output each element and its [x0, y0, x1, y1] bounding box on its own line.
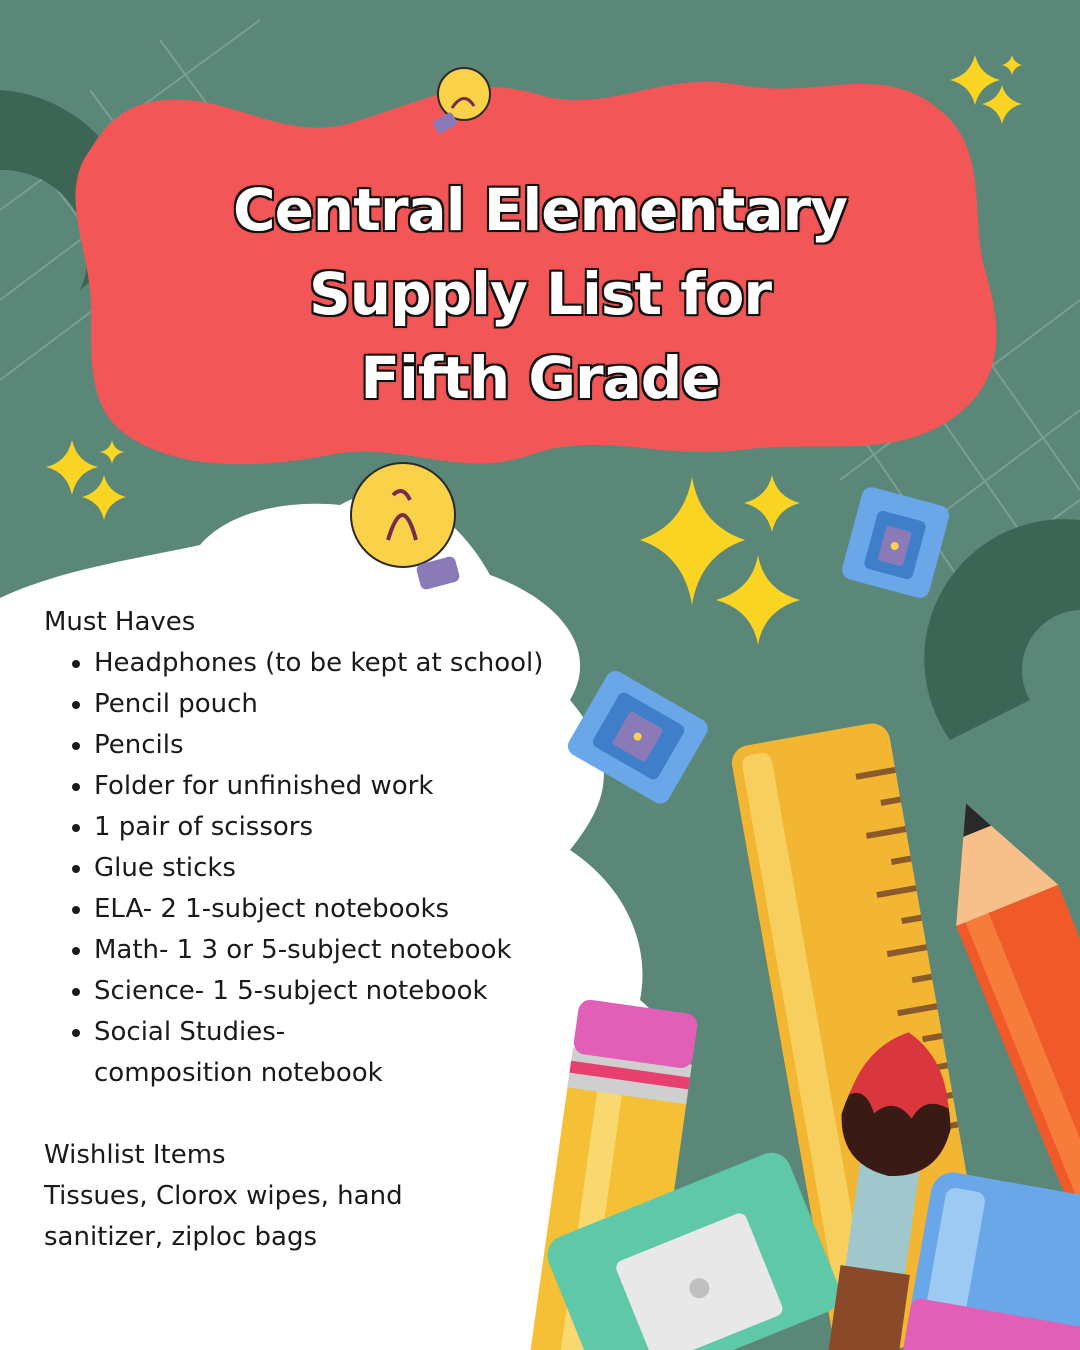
pencil-sharpener-icon	[840, 485, 952, 600]
list-item: • Folder for unfinished work	[94, 766, 584, 807]
list-item: • Pencils	[94, 725, 584, 766]
sparkle-icon	[46, 440, 126, 520]
title-line: Central Elementary	[233, 176, 847, 244]
supply-list-content	[44, 602, 584, 1258]
must-haves-list	[44, 643, 584, 1094]
page-title	[180, 168, 900, 420]
list-item: • Science- 1 5-subject notebook	[94, 971, 584, 1012]
list-item: • Math- 1 3 or 5-subject notebook	[94, 930, 584, 971]
list-item: • Social Studies- composition notebook	[94, 1012, 434, 1094]
sparkle-icon	[640, 475, 800, 645]
wishlist-heading: Wishlist Items	[44, 1140, 226, 1170]
list-item: • Headphones (to be kept at school)	[94, 643, 584, 684]
list-item: • ELA- 2 1-subject notebooks	[94, 889, 584, 930]
title-line: Fifth Grade	[360, 344, 720, 412]
list-item: • Glue sticks	[94, 848, 584, 889]
wishlist-text: Tissues, Clorox wipes, hand sanitizer, ziploc bags	[44, 1181, 403, 1252]
list-item: • 1 pair of scissors	[94, 807, 584, 848]
list-item: • Pencil pouch	[94, 684, 584, 725]
section-spacer	[44, 1094, 584, 1135]
arc-decoration-right	[924, 519, 1080, 740]
sparkle-icon	[950, 55, 1022, 124]
title-line: Supply List for	[309, 260, 771, 328]
must-haves-heading: Must Haves	[44, 607, 196, 637]
